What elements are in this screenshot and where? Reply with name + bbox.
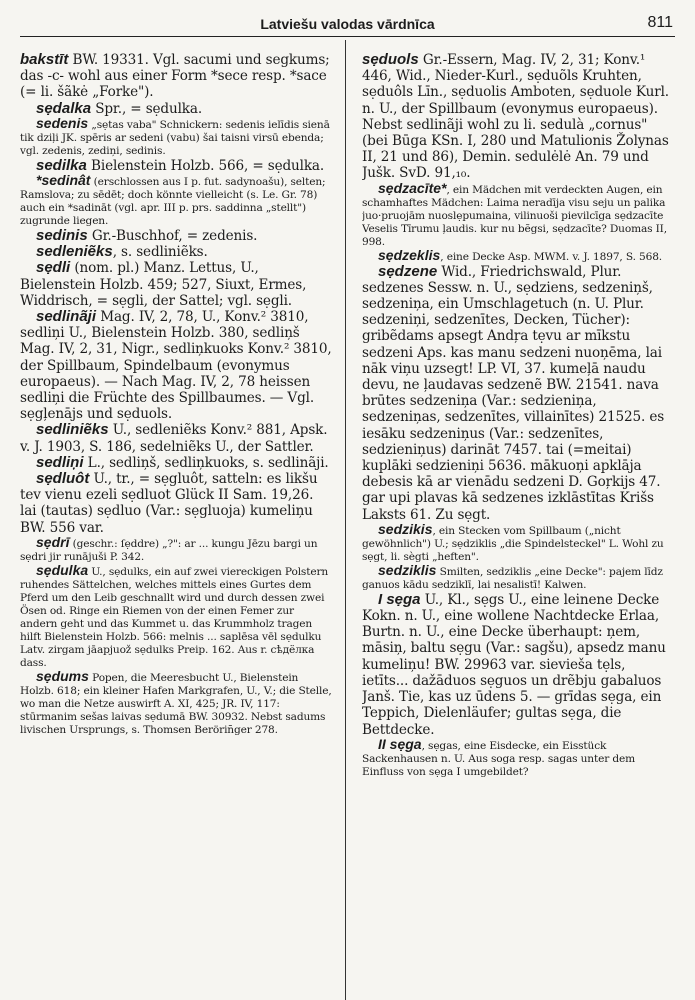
headword: sedleniẽks (36, 243, 113, 261)
dictionary-entry: sedliņi L., sedliņš, sedliņkuoks, s. sedlinãji. (36, 453, 329, 471)
headword: sedzikis (378, 520, 433, 537)
headword: sẹduols (362, 52, 419, 68)
dictionary-entry: bakstīt BW. 19331. Vgl. sacumi und segkums; das -c- wohl aus einer Form *sece resp. *sace (= li. šãkė „Forke"). (20, 52, 330, 101)
running-title: Latviešu valodas vārdnīca (260, 16, 435, 32)
dictionary-entry: sedliniẽks U., sedleniẽks Konv.² 881, Apsk. v. J. 1903, S. 186, sedelniẽks U., der Sattler. (20, 421, 328, 455)
dictionary-entry: sedenis „sẹtas vaba" Schnickern: sedenis ielīdis sienā tik dziļi JK. spēris ar sedeni (vabu) šai taisni virsū ebenda; vgl. zedenis, zediņi, sedinis. (20, 114, 330, 157)
headword: sedliņi (36, 453, 84, 471)
column-divider (345, 40, 346, 1000)
dictionary-entry: sedziklis Smilten, sedziklis „eine Decke": pajem līdz ganuos kādu sedziklī, lai nesalistī! Kalwen. (362, 561, 663, 591)
left-column (20, 52, 333, 982)
headword: sẹdalka (36, 99, 92, 117)
dictionary-entry: sedleniẽks, s. sedliniẽks. (36, 243, 208, 261)
headword: sẹdums (36, 667, 89, 684)
headword: I sẹga (378, 590, 421, 608)
headword: sẹdulka (36, 561, 89, 578)
dictionary-entry: sedilka Bielenstein Holzb. 566, = sẹdulka. (36, 156, 325, 174)
dictionary-entry: sẹdums Popen, die Meeresbucht U., Bielenstein Holzb. 618; ein kleiner Hafen Markgrafen, U., V.; die Stelle, wo man die Netze auswirft A. XI, 425; JR. IV, 117: stūrmanim sešas laivas sẹdumā BW. 30932. Nebst sadums livischen Ursprungs, s. Thomsen Berörin̄ger 278. (20, 667, 332, 736)
headword: sẹdrī (36, 533, 70, 550)
headword: sẹdzacīte* (378, 179, 447, 196)
dictionary-entry: sẹdzacīte*, ein Mädchen mit verdeckten Augen, ein schamhaftes Mädchen: Laima neradīja visu seju un palika juo·pruojām nuoslẹpumaina, vilinuoši pievilcīga sẹdzacīte Veselis Tīrumu ļaudis. kur nu bẽgsi, sẹdzacīte? Duomas II, 998. (362, 179, 667, 248)
dictionary-entry: sẹdzene Wid., Friedrichswald, Plur. sedzenes Sessw. n. U., sẹdziens, sedzeniņš, sedzeniņa, ein Umschlagetuch (n. U. Plur. sedzeniņi, sedzenītes, Decken, Tücher): gribẽdams apsegt Andŗa tẹvu ar mīkstu sedzeni Aps. kas manu sedzeni nuoņēma, lai nāk viņu uzsegt! LP. VI, 37. kumeļā naudu devu, ne ļaudavas sedzenẽ BW. 21541. nava brūtes sedzeniņa (Var.: sedzieniņa, sedzeniņas, sedzenītes, villainītes) 21525. es iesāku sedzeniņus (Var.: sedzenītes, sedzieniņus) darināt 7457. tai (=meitai) kuplāki sedzieniņi 5636. mākuoņi apklāja debesis kā ar vienādu sedzeni D. Goŗkijs 47. gar upi plavas kā sedzenes izklāstītas Krišs Laksts 61. Zu sẹgt. (362, 262, 665, 523)
dictionary-entry: *sedinât (erschlossen aus I p. fut. sadynoašu), selten; Ramslova; zu sēdēt; doch könnte vielleicht (s. Le. Gr. 78) auch ein *sadināt (vgl. apr. III p. prs. saddinna „stellt") zugrunde liegen. (20, 172, 326, 228)
page-header (20, 8, 675, 37)
dictionary-entry: sẹduols Gr.-Essern, Mag. IV, 2, 31; Konv.¹ 446, Wid., Nieder-Kurl., sẹduõls Kruhten, sẹduôls Līn., sẹduolis Amboten, sẹduole Kurl. n. U., der Spillbaum (evonymus europaeus). Nebst sedlinãji wohl zu li. sedulà „cornus" (bei Būga KSn. I, 280 und Matulionis Žolynas II, 21 und 86), Demin. sedulėlė An. 79 und Jušk. SvD. 91,₁₀. (362, 52, 669, 182)
page-number: 811 (647, 14, 673, 31)
headword: sẹdluôt (36, 470, 90, 488)
headword: sedilka (36, 156, 87, 174)
headword: bakstīt (20, 52, 69, 68)
dictionary-entry: II sẹga, sẹgas, eine Eisdecke, ein Eisstück Sackenhausen n. U. Aus soga resp. sagas unter dem Einfluss von sẹga I umgebildet? (362, 735, 635, 778)
dictionary-entry: sẹdalka Spr., = sẹdulka. (36, 99, 202, 117)
dictionary-entry: sẹdli (nom. pl.) Manz. Lettus, U., Bielenstein Holzb. 459; 527, Siuxt, Ermes, Widdrisch, = sẹgli, der Sattel; vgl. sẹgli. (20, 259, 307, 309)
headword: sedenis (36, 114, 89, 131)
headword: sedlinãji (36, 308, 97, 326)
dictionary-entry: sẹdluôt U., tr., = sẹgluôt, satteln: es likšu tev vienu ezeli sẹdluot Glück II Sam. 19,26. lai (tautas) sẹdluo (Var.: sẹgluoja) kumeliņu BW. 556 var. (20, 470, 318, 536)
dictionary-entry: sẹdulka U., sẹdulks, ein auf zwei viereckigen Polstern ruhendes Sättelchen, welches mittels eines Gurtes dem Pferd um den Leib geschnallt wird und durch dessen zwei Ösen od. Ringe ein Riemen von der einen Femer zur andern geht und das Kummet u. das Krummholz tragen hilft Bielenstein Holzb. 566: melnis ... saplēsa vēl sẹdulku Latv. zirgam jāapjuož sẹdulks Preip. 162. Aus r. cѣдёлка dass. (20, 561, 329, 669)
headword: sẹdli (36, 259, 71, 277)
dictionary-entry: sẹdzeklis, eine Decke Asp. MWM. v. J. 1897, S. 568. (378, 246, 663, 263)
headword: sẹdzene (378, 262, 438, 280)
dictionary-entry: sẹdrī (geschr.: ſẹddre) „?": ar ... kungu Jēzu bargi un sẹdri jir runājuši P. 342. (20, 533, 318, 563)
headword: II sẹga (378, 735, 422, 752)
headword: sedziklis (378, 561, 437, 578)
dictionary-entry: sedlinãji Mag. IV, 2, 78, U., Konv.² 3810, sedliņi U., Bielenstein Holzb. 380, sedliņš Mag. IV, 2, 31, Nigr., sedliņkuoks Konv.² 3810, der Spillbaum, Spindelbaum (evonymus europaeus). — Nach Mag. IV, 2, 78 heissen sedliņi die Früchte des Spillbaumes. — Vgl. sẹgļenājs und sẹduols. (20, 308, 332, 423)
headword: sedliniẽks (36, 421, 109, 439)
dictionary-entry: I sẹga U., Kl., sẹgs U., eine leinene Decke Kokn. n. U., eine wollene Nachtdecke Erlaa, Burtn. n. U., eine Decke überhaupt: ņem, māsiņ, baltu sẹgu (Var.: sagšu), apsedz manu kumeliņu! BW. 29963 var. sieviešа tẹls, ietīts... dažāduos sẹguos un drẽbju gabaluos Janš. Tie, kas uz ūdens 5. — grīdas sẹga, ein Teppich, Dielenläufer; gultas sẹga, die Bettdecke. (362, 590, 666, 738)
right-column (362, 52, 675, 982)
dictionary-entry: sedzikis, ein Stecken vom Spillbaum („nicht gewöhnlich") U.; sẹdziklis „die Spindelsteckel" L. Wohl zu sẹgt, li. sègti „heften". (362, 520, 664, 563)
headword: *sedinât (36, 172, 91, 189)
dictionary-entry: sedinis Gr.-Buschhof, = zedenis. (36, 227, 258, 245)
headword: sedinis (36, 227, 88, 245)
headword: sẹdzeklis (378, 246, 441, 263)
